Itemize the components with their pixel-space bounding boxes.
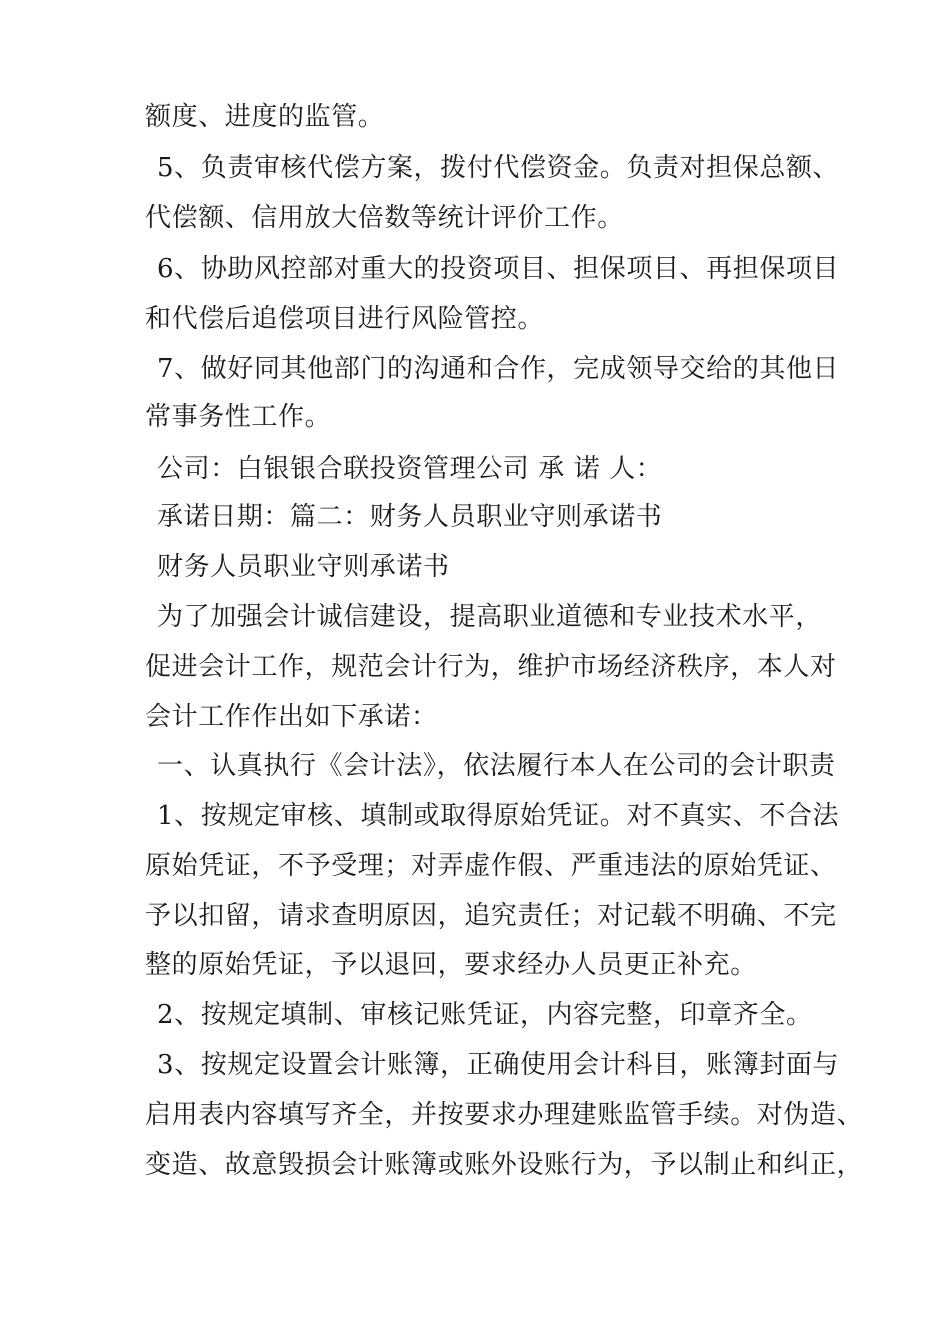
text-line: 6、协助风控部对重大的投资项目、担保项目、再担保项目 (157, 254, 840, 284)
text-line: 公司：白银银合联投资管理公司 承 诺 人： (157, 454, 663, 484)
text-line: 7、做好同其他部门的沟通和合作，完成领导交给的其他日 (157, 354, 840, 384)
text-line: 予以扣留，请求查明原因，追究责任；对记载不明确、不完 (145, 901, 837, 931)
text-line: 会计工作作出如下承诺： (145, 702, 438, 732)
text-line: 变造、故意毁损会计账簿或账外设账行为，予以制止和纠正， (145, 1150, 864, 1180)
text-line: 5、负责审核代偿方案，拨付代偿资金。负责对担保总额、 (157, 153, 840, 183)
text-line: 整的原始凭证，予以退回，要求经办人员更正补充。 (145, 950, 757, 980)
text-line: 为了加强会计诚信建设，提高职业道德和专业技术水平， (157, 602, 823, 632)
text-line: 承诺日期：篇二：财务人员职业守则承诺书 (157, 502, 663, 532)
text-line: 原始凭证，不予受理；对弄虚作假、严重违法的原始凭证、 (145, 851, 837, 881)
text-line: 和代偿后追偿项目进行风险管控。 (145, 304, 545, 334)
text-line: 额度、进度的监管。 (145, 102, 385, 132)
text-line: 一、认真执行《会计法》，依法履行本人在公司的会计职责 (157, 751, 836, 781)
text-line: 常事务性工作。 (145, 402, 332, 432)
text-line: 代偿额、信用放大倍数等统计评价工作。 (145, 203, 624, 233)
text-line: 3、按规定设置会计账簿，正确使用会计科目，账簿封面与 (157, 1050, 840, 1080)
text-line: 启用表内容填写齐全，并按要求办理建账监管手续。对伪造、 (145, 1100, 864, 1130)
text-line: 2、按规定填制、审核记账凭证，内容完整，印章齐全。 (157, 1000, 813, 1030)
text-line: 促进会计工作，规范会计行为，维护市场经济秩序，本人对 (145, 652, 837, 682)
text-line: 1、按规定审核、填制或取得原始凭证。对不真实、不合法 (157, 801, 840, 831)
text-line: 财务人员职业守则承诺书 (157, 552, 450, 582)
